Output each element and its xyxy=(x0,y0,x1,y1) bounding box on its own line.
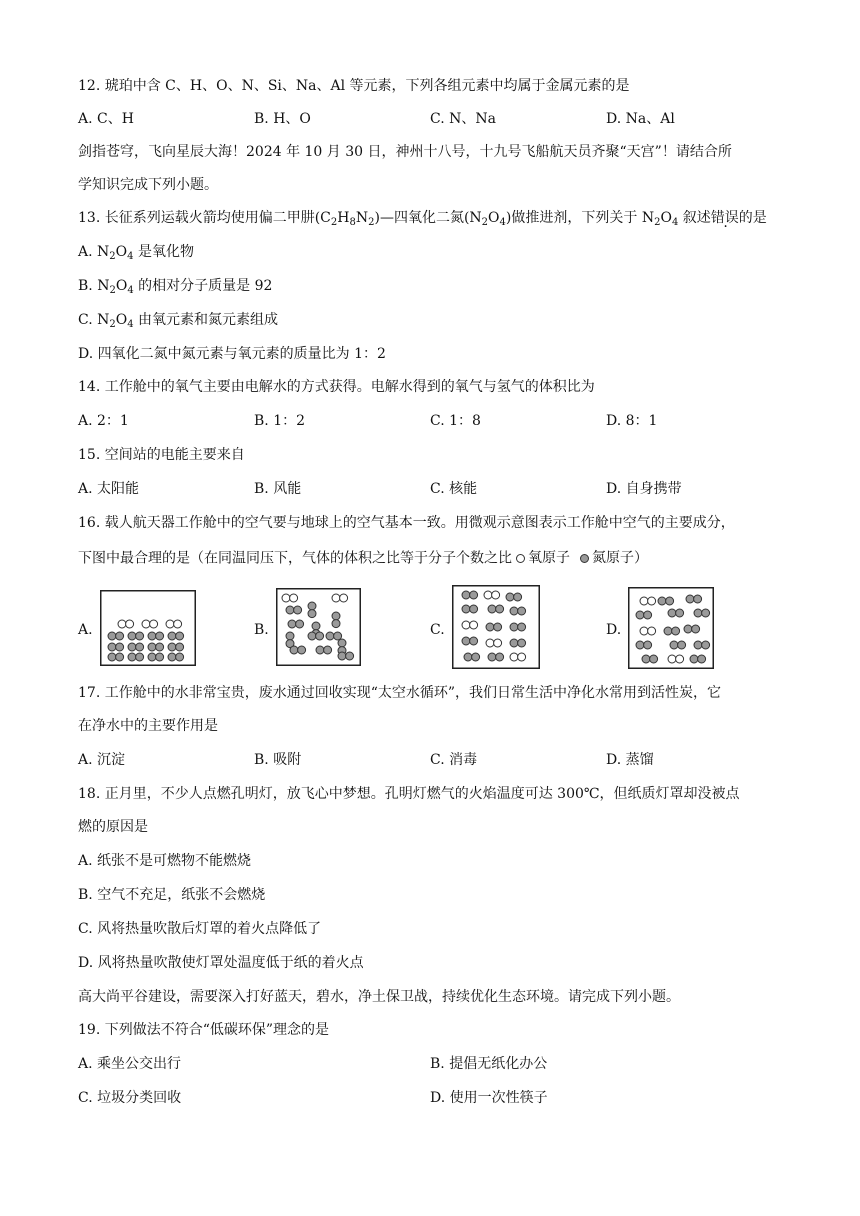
option-text: 由氧元素和氮元素组成 xyxy=(133,312,279,328)
q14-option-c: C. 1：8 xyxy=(430,413,481,429)
q18-option-a: A. 纸张不是可燃物不能燃烧 xyxy=(78,853,252,869)
q18-option-b: B. 空气不充足，纸张不会燃烧 xyxy=(78,887,266,903)
nitrogen-atom xyxy=(702,641,710,649)
nitrogen-atom xyxy=(332,612,340,620)
nitrogen-atom xyxy=(294,606,302,614)
q19-option-d: D. 使用一次性筷子 xyxy=(430,1090,548,1106)
molecule-diagram-d xyxy=(628,587,714,669)
nitrogen-atom xyxy=(128,643,136,651)
subscript: 2 xyxy=(654,217,661,228)
nitrogen-atom xyxy=(156,643,164,651)
subscript: 4 xyxy=(127,319,134,330)
nitrogen-atom xyxy=(462,591,470,599)
nitrogen-atom xyxy=(298,646,306,654)
oxygen-atom-icon xyxy=(516,554,525,563)
nitrogen-atom xyxy=(176,653,184,661)
nitrogen-atom xyxy=(296,620,304,628)
option-text: C. N xyxy=(78,312,110,328)
q12-option-a: A. C、H xyxy=(78,111,134,127)
q16-stem-text: 下图中最合理的是（在同温同压下，气体的体积之比等于分子个数之比 xyxy=(78,550,512,567)
option-text: 的相对分子质量是 92 xyxy=(133,278,273,294)
nitrogen-atom xyxy=(690,655,698,663)
q16-option-c-label: C. xyxy=(430,622,445,638)
nitrogen-atom xyxy=(326,632,334,640)
nitrogen-atom xyxy=(128,653,136,661)
q16-stem-text: ） xyxy=(634,550,648,567)
nitrogen-atom xyxy=(128,632,136,640)
q19-option-b: B. 提倡无纸化办公 xyxy=(430,1056,548,1072)
nitrogen-atom xyxy=(308,610,316,618)
nitrogen-atom xyxy=(148,643,156,651)
nitrogen-atom xyxy=(108,643,116,651)
oxygen-atom xyxy=(484,591,492,599)
q15-stem: 15. 空间站的电能主要来自 xyxy=(78,447,245,463)
nitrogen-atom xyxy=(668,609,676,617)
subscript: 4 xyxy=(127,285,134,296)
oxygen-atom xyxy=(126,620,134,628)
q15-option-a: A. 太阳能 xyxy=(78,481,140,497)
q14-option-d: D. 8：1 xyxy=(606,413,658,429)
molecule-diagram-a xyxy=(100,590,196,666)
nitrogen-atom xyxy=(338,639,346,647)
q13-stem-text: 13. 长征系列运载火箭均使用偏二甲肼(C xyxy=(78,210,331,226)
q15-option-d: D. 自身携带 xyxy=(606,481,682,497)
subscript: 4 xyxy=(671,217,679,228)
oxygen-atom xyxy=(640,597,648,605)
nitrogen-atom xyxy=(676,609,684,617)
q16-option-b-label: B. xyxy=(254,622,269,638)
nitrogen-atom xyxy=(308,602,316,610)
oxygen-atom xyxy=(492,591,500,599)
subscript: 2 xyxy=(330,217,338,228)
q13-option-d: D. 四氧化二氮中氮元素与氧元素的质量比为 1：2 xyxy=(78,346,386,362)
q17-stem-line-1: 17. 工作舱中的水非常宝贵，废水通过回收实现“太空水循环”，我们日常生活中净化水常用到活性炭，它 xyxy=(78,685,722,701)
option-text: O xyxy=(115,244,128,260)
nitrogen-atom xyxy=(470,637,478,645)
q14-stem: 14. 工作舱中的氧气主要由电解水的方式获得。电解水得到的氧气与氢气的体积比为 xyxy=(78,379,595,395)
option-text: O xyxy=(115,312,128,328)
q16-stem-line-1: 16. 载人航天器工作舱中的空气要与地球上的空气基本一致。用微观示意图表示工作舱中空气的主要成分， xyxy=(78,515,735,531)
nitrogen-atom xyxy=(518,623,526,631)
intro-paragraph-line-2: 学知识完成下列小题。 xyxy=(78,177,218,193)
nitrogen-atom xyxy=(694,609,702,617)
nitrogen-atom xyxy=(338,652,346,660)
nitrogen-atom xyxy=(472,653,480,661)
q12-option-d: D. Na、Al xyxy=(606,111,675,127)
subscript: 2 xyxy=(109,319,116,330)
legend-oxygen-label: 氧原子 xyxy=(528,550,570,566)
q13-stem-text: )—四氧化二氮(N xyxy=(374,210,482,226)
oxygen-atom xyxy=(174,620,182,628)
nitrogen-atom xyxy=(290,646,298,654)
nitrogen-atom xyxy=(494,623,502,631)
nitrogen-atom xyxy=(686,595,694,603)
nitrogen-atom xyxy=(644,641,652,649)
q13-stem-text: H xyxy=(337,210,350,226)
nitrogen-atom xyxy=(694,641,702,649)
nitrogen-atom xyxy=(636,641,644,649)
q12-option-b: B. H、O xyxy=(254,111,311,127)
q12-stem: 12. 琥珀中含 C、H、O、N、Si、Na、Al 等元素，下列各组元素中均属于金属元素的是 xyxy=(78,78,630,94)
nitrogen-atom xyxy=(664,627,672,635)
nitrogen-atom xyxy=(642,655,650,663)
nitrogen-atom-icon xyxy=(580,554,589,563)
q13-stem-text: N xyxy=(355,210,369,226)
nitrogen-atom xyxy=(176,643,184,651)
subscript: 2 xyxy=(481,217,489,228)
nitrogen-atom xyxy=(692,625,700,633)
nitrogen-atom xyxy=(168,653,176,661)
nitrogen-atom xyxy=(136,632,144,640)
oxygen-atom xyxy=(676,655,684,663)
oxygen-atom xyxy=(648,627,656,635)
nitrogen-atom xyxy=(116,653,124,661)
q13-stem-text: 的是 xyxy=(738,210,767,226)
q19-option-c: C. 垃圾分类回收 xyxy=(78,1090,182,1106)
q12-option-c: C. N、Na xyxy=(430,111,496,127)
nitrogen-atom xyxy=(636,611,644,619)
oxygen-atom xyxy=(510,653,518,661)
oxygen-atom xyxy=(142,620,150,628)
nitrogen-atom xyxy=(670,641,678,649)
subscript: 2 xyxy=(109,251,116,262)
oxygen-atom xyxy=(486,639,494,647)
q16-option-a-label: A. xyxy=(78,622,93,638)
oxygen-atom xyxy=(648,597,656,605)
nitrogen-atom xyxy=(176,632,184,640)
q16-stem-line-2 xyxy=(78,548,648,569)
oxygen-atom xyxy=(668,655,676,663)
nitrogen-atom xyxy=(148,632,156,640)
nitrogen-atom xyxy=(698,655,706,663)
nitrogen-atom xyxy=(136,653,144,661)
nitrogen-atom xyxy=(518,639,526,647)
oxygen-atom xyxy=(332,594,340,602)
q13-stem-text: )做推进剂，下列关于 N xyxy=(505,210,655,226)
q13-option-c xyxy=(78,310,278,330)
oxygen-atom xyxy=(462,621,470,629)
option-text: 是氧化物 xyxy=(133,244,194,260)
legend-oxygen xyxy=(516,548,570,568)
option-text: B. N xyxy=(78,278,110,294)
molecule-diagram-b xyxy=(276,588,361,666)
subscript: 8 xyxy=(349,217,356,228)
q17-option-a: A. 沉淀 xyxy=(78,752,126,768)
nitrogen-atom xyxy=(488,605,496,613)
q18-stem-line-1: 18. 正月里，不少人点燃孔明灯，放飞心中梦想。孔明灯燃气的火焰温度可达 300℃，但纸质灯罩却没被点 xyxy=(78,786,740,802)
q14-option-b: B. 1：2 xyxy=(254,413,306,429)
nitrogen-atom xyxy=(470,605,478,613)
q13-stem-text: O xyxy=(488,210,500,226)
nitrogen-atom xyxy=(462,605,470,613)
nitrogen-atom xyxy=(148,653,156,661)
q17-option-c: C. 消毒 xyxy=(430,752,478,768)
q14-option-a: A. 2：1 xyxy=(78,413,129,429)
nitrogen-atom xyxy=(168,632,176,640)
q18-option-c: C. 风将热量吹散后灯罩的着火点降低了 xyxy=(78,921,322,937)
nitrogen-atom xyxy=(514,593,522,601)
intro-paragraph-2: 高大尚平谷建设，需要深入打好蓝天，碧水，净土保卫战，持续优化生态环境。请完成下列小题。 xyxy=(78,989,680,1005)
nitrogen-atom xyxy=(510,623,518,631)
nitrogen-atom xyxy=(510,639,518,647)
nitrogen-atom xyxy=(658,597,666,605)
nitrogen-atom xyxy=(346,652,354,660)
nitrogen-atom xyxy=(156,653,164,661)
nitrogen-atom xyxy=(316,646,324,654)
nitrogen-atom xyxy=(332,620,340,628)
q13-stem-text: 叙述 xyxy=(678,210,711,226)
nitrogen-atom xyxy=(694,595,702,603)
nitrogen-atom xyxy=(684,625,692,633)
nitrogen-atom xyxy=(308,632,316,640)
nitrogen-atom xyxy=(286,632,294,640)
q18-stem-line-2: 燃的原因是 xyxy=(78,819,148,835)
nitrogen-atom xyxy=(116,632,124,640)
nitrogen-atom xyxy=(168,643,176,651)
nitrogen-atom xyxy=(678,641,686,649)
q18-option-d: D. 风将热量吹散使灯罩处温度低于纸的着火点 xyxy=(78,955,364,971)
legend-nitrogen xyxy=(580,548,634,568)
oxygen-atom xyxy=(640,627,648,635)
q19-option-a: A. 乘坐公交出行 xyxy=(78,1056,182,1072)
q15-option-c: C. 核能 xyxy=(430,481,478,497)
subscript: 2 xyxy=(368,217,375,228)
nitrogen-atom xyxy=(496,605,504,613)
nitrogen-atom xyxy=(644,611,652,619)
nitrogen-atom xyxy=(510,607,518,615)
nitrogen-atom xyxy=(518,607,526,615)
q17-option-b: B. 吸附 xyxy=(254,752,302,768)
nitrogen-atom xyxy=(486,623,494,631)
oxygen-atom xyxy=(290,594,298,602)
nitrogen-atom xyxy=(672,627,680,635)
nitrogen-atom xyxy=(286,606,294,614)
q15-option-b: B. 风能 xyxy=(254,481,302,497)
nitrogen-atom xyxy=(312,622,320,630)
nitrogen-atom xyxy=(108,653,116,661)
option-text: A. N xyxy=(78,244,110,260)
q16-option-d-label: D. xyxy=(606,622,622,638)
q13-stem-text: O xyxy=(660,210,672,226)
oxygen-atom xyxy=(150,620,158,628)
option-text: O xyxy=(115,278,128,294)
nitrogen-atom xyxy=(462,637,470,645)
subscript: 4 xyxy=(127,251,134,262)
oxygen-atom xyxy=(282,594,290,602)
nitrogen-atom xyxy=(136,643,144,651)
oxygen-atom xyxy=(118,620,126,628)
nitrogen-atom xyxy=(496,653,504,661)
subscript: 4 xyxy=(499,217,506,228)
nitrogen-atom xyxy=(316,632,324,640)
nitrogen-atom xyxy=(470,591,478,599)
nitrogen-atom xyxy=(108,632,116,640)
intro-paragraph-line-1: 剑指苍穹，飞向星辰大海！2024 年 10 月 30 日，神州十八号，十九号飞船航天员齐聚“天宫”！请结合所 xyxy=(78,144,732,160)
nitrogen-atom xyxy=(156,632,164,640)
legend-nitrogen-label: 氮原子 xyxy=(592,550,634,566)
oxygen-atom xyxy=(494,639,502,647)
q13-stem xyxy=(78,208,767,228)
nitrogen-atom xyxy=(506,593,514,601)
nitrogen-atom xyxy=(702,609,710,617)
oxygen-atom xyxy=(166,620,174,628)
nitrogen-atom xyxy=(324,646,332,654)
nitrogen-atom xyxy=(650,655,658,663)
nitrogen-atom xyxy=(288,620,296,628)
q17-stem-line-2: 在净水中的主要作用是 xyxy=(78,718,218,734)
nitrogen-atom xyxy=(464,653,472,661)
emphasis-marked-word: 错误 xyxy=(710,210,739,226)
q17-option-d: D. 蒸馏 xyxy=(606,752,654,768)
q13-option-a xyxy=(78,242,194,262)
nitrogen-atom xyxy=(666,597,674,605)
oxygen-atom xyxy=(518,653,526,661)
q19-stem: 19. 下列做法不符合“低碳环保”理念的是 xyxy=(78,1022,330,1038)
nitrogen-atom xyxy=(116,643,124,651)
oxygen-atom xyxy=(470,621,478,629)
molecule-diagram-c xyxy=(452,585,540,669)
subscript: 2 xyxy=(109,285,116,296)
oxygen-atom xyxy=(340,594,348,602)
q13-option-b xyxy=(78,276,272,296)
nitrogen-atom xyxy=(488,653,496,661)
